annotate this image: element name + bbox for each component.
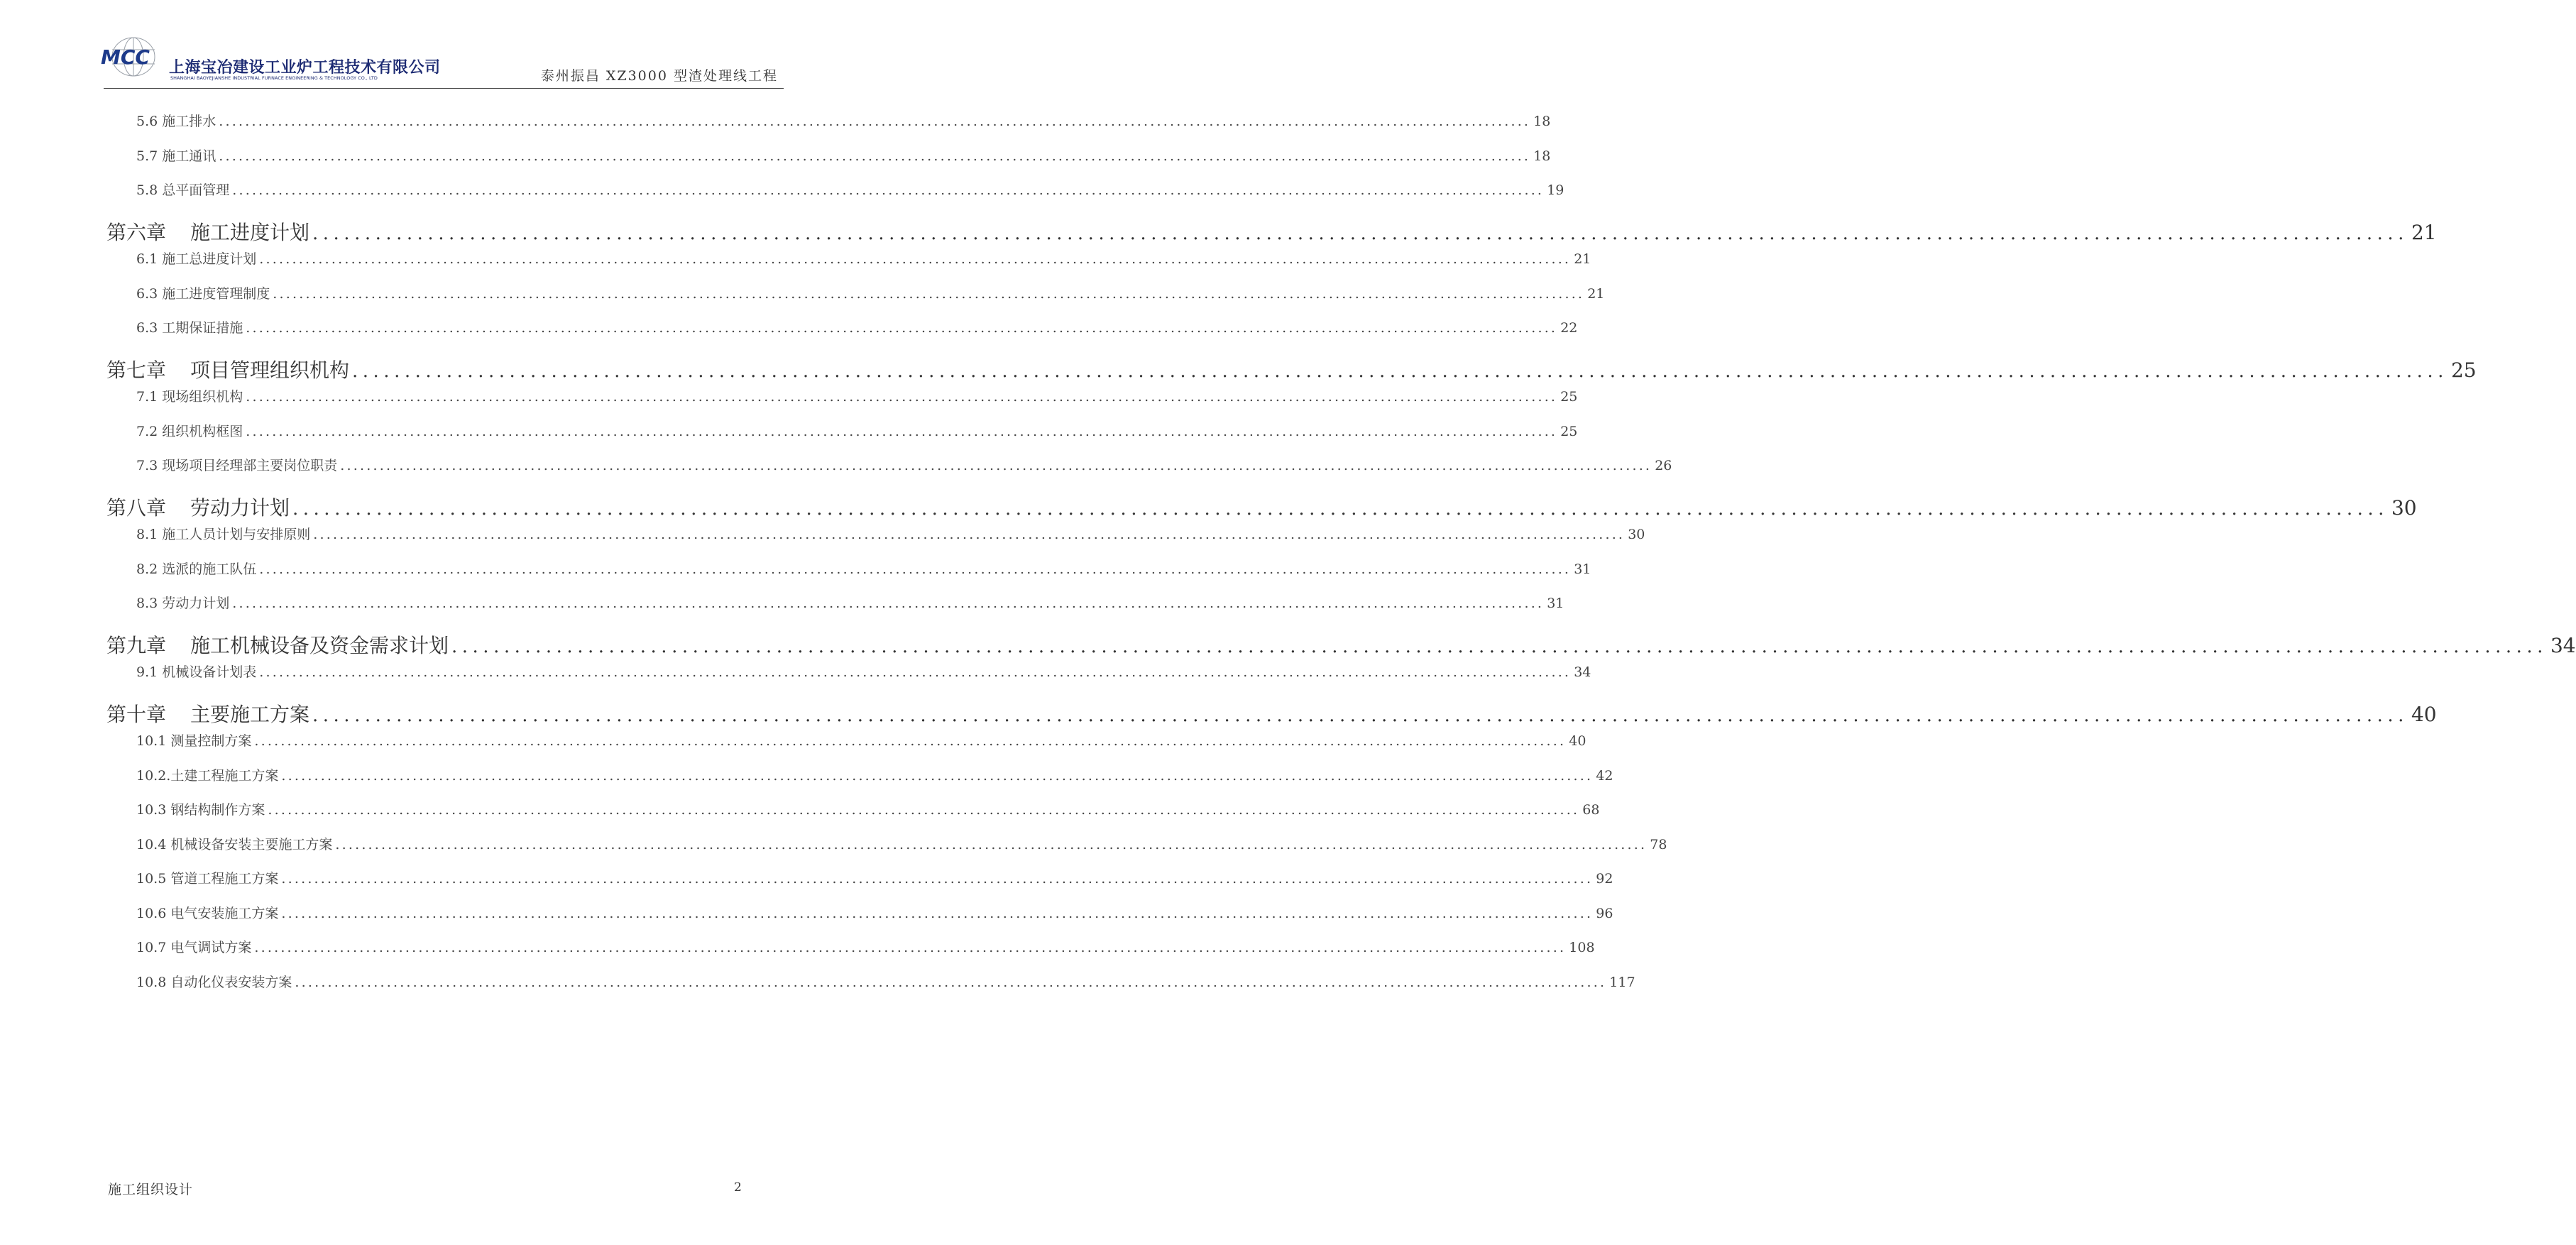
- toc-entry-label: [106, 493, 290, 521]
- page-number: 2: [734, 1180, 742, 1195]
- toc-chapter-title: 施工机械设备及资金需求计划: [190, 633, 449, 657]
- toc-entry-label: 9.1 机械设备计划表: [136, 664, 257, 680]
- toc-page-number: 19: [1547, 182, 1564, 198]
- toc-page-number: 22: [1560, 320, 1578, 336]
- toc-chapter-entry[interactable]: [106, 217, 2437, 246]
- footer-title: 施工组织设计: [108, 1182, 194, 1197]
- toc-section-entry[interactable]: [136, 937, 1595, 956]
- toc-page-number: 40: [2411, 702, 2437, 726]
- toc-page-number: 96: [1596, 905, 1613, 921]
- toc-section-entry[interactable]: [136, 421, 1578, 440]
- toc-page-number: 18: [1533, 114, 1551, 129]
- toc-entry-label: 8.3 劳动力计划: [136, 596, 230, 611]
- toc-leader-dots: ........................................................................................................................................................................................................: [281, 871, 1594, 887]
- toc-leader-dots: ........................................................................................................................................................................................................: [352, 360, 2448, 382]
- toc-chapter-title: 劳动力计划: [190, 495, 290, 520]
- toc-entry-label: 10.2.土建工程施工方案: [136, 767, 279, 784]
- toc-entry-label: 8.1 施工人员计划与安排原则: [136, 527, 311, 542]
- toc-page-number: 21: [2411, 220, 2437, 244]
- toc-chapter-entry[interactable]: [106, 630, 2576, 659]
- toc-page-number: 68: [1582, 802, 1600, 818]
- toc-entry-label: 10.8 自动化仪表安装方案: [136, 974, 292, 990]
- toc-chapter-number: 第十章: [106, 702, 167, 726]
- company-name-cn: 上海宝冶建设工业炉工程技术有限公司: [169, 59, 441, 77]
- toc-section-entry[interactable]: [136, 111, 1551, 130]
- toc-page-number: 18: [1533, 148, 1551, 164]
- toc-leader-dots: ........................................................................................................................................................................................................: [219, 114, 1531, 129]
- toc-entry-label: [106, 630, 449, 659]
- toc-entry-label: 7.2 组织机构框图: [136, 423, 243, 439]
- toc-entry-label: 5.6 施工排水: [136, 114, 217, 129]
- toc-chapter-number: 第六章: [106, 220, 167, 244]
- toc-leader-dots: ........................................................................................................................................................................................................: [313, 527, 1626, 542]
- toc-leader-dots: ........................................................................................................................................................................................................: [232, 596, 1545, 611]
- company-name-en: SHANGHAI BAOYEJIANSHE INDUSTRIAL FURNACE ENGINEERING & TECHNOLOGY CO., LTD: [170, 75, 378, 81]
- toc-entry-label: [106, 217, 309, 246]
- toc-entry-label: [106, 355, 349, 383]
- toc-page-number: 25: [2450, 358, 2477, 382]
- toc-entry-label: 7.3 现场项目经理部主要岗位职责: [136, 458, 338, 473]
- toc-leader-dots: ........................................................................................................................................................................................................: [254, 940, 1567, 955]
- toc-leader-dots: ........................................................................................................................................................................................................: [292, 498, 2389, 520]
- toc-leader-dots: ........................................................................................................................................................................................................: [273, 285, 1585, 302]
- toc-leader-dots: ........................................................................................................................................................................................................: [312, 222, 2408, 244]
- toc-leader-dots: ........................................................................................................................................................................................................: [312, 704, 2408, 726]
- toc-leader-dots: ........................................................................................................................................................................................................: [295, 974, 1607, 990]
- toc-section-entry[interactable]: [136, 834, 1667, 853]
- toc-chapter-title: 主要施工方案: [190, 702, 310, 726]
- toc-chapter-number: 第八章: [106, 495, 167, 520]
- toc-page-number: 34: [2550, 633, 2576, 657]
- toc-page-number: 34: [1574, 664, 1591, 680]
- toc-page-number: 30: [1628, 527, 1645, 542]
- toc-entry-label: 6.3 施工进度管理制度: [136, 285, 270, 302]
- toc-chapter-title: 施工进度计划: [190, 220, 310, 244]
- toc-section-entry[interactable]: [136, 317, 1578, 336]
- toc-entry-label: 8.2 选派的施工队伍: [136, 561, 257, 577]
- toc-section-entry[interactable]: [136, 386, 1578, 405]
- toc-entry-label: 10.5 管道工程施工方案: [136, 871, 279, 887]
- toc-chapter-number: 第七章: [106, 358, 167, 382]
- toc-section-entry[interactable]: [136, 903, 1613, 922]
- toc-leader-dots: ........................................................................................................................................................................................................: [451, 635, 2548, 657]
- toc-entry-label: 10.7 电气调试方案: [136, 940, 252, 955]
- toc-entry-label: 10.1 测量控制方案: [136, 733, 252, 749]
- toc-section-entry[interactable]: [136, 283, 1605, 302]
- toc-page-number: 31: [1547, 596, 1564, 611]
- toc-chapter-entry[interactable]: [106, 493, 2417, 521]
- toc-leader-dots: ........................................................................................................................................................................................................: [259, 251, 1572, 267]
- toc-leader-dots: ........................................................................................................................................................................................................: [259, 664, 1572, 680]
- toc-page-number: 26: [1655, 458, 1672, 473]
- toc-leader-dots: ........................................................................................................................................................................................................: [246, 389, 1558, 405]
- toc-leader-dots: ........................................................................................................................................................................................................: [246, 423, 1558, 439]
- toc-entry-label: 10.3 钢结构制作方案: [136, 802, 265, 818]
- toc-leader-dots: ........................................................................................................................................................................................................: [340, 458, 1653, 473]
- logo-text: MCC: [101, 45, 150, 69]
- toc-leader-dots: ........................................................................................................................................................................................................: [259, 561, 1572, 577]
- toc-leader-dots: ........................................................................................................................................................................................................: [281, 905, 1594, 921]
- toc-chapter-title: 项目管理组织机构: [190, 358, 350, 382]
- toc-entry-label: 10.6 电气安装施工方案: [136, 905, 279, 921]
- project-title: 泰州振昌 XZ3000 型渣处理线工程: [540, 68, 778, 84]
- toc-page-number: 78: [1650, 836, 1667, 852]
- toc-section-entry[interactable]: [136, 593, 1564, 612]
- toc-leader-dots: ........................................................................................................................................................................................................: [232, 182, 1545, 198]
- toc-page-number: 30: [2391, 495, 2417, 520]
- toc-page-number: 108: [1569, 940, 1595, 955]
- toc-section-entry[interactable]: [136, 248, 1591, 268]
- toc-leader-dots: ........................................................................................................................................................................................................: [268, 802, 1580, 818]
- toc-entry-label: 10.4 机械设备安装主要施工方案: [136, 836, 333, 852]
- toc-entry-label: 6.3 工期保证措施: [136, 320, 243, 336]
- toc-entry-label: 5.8 总平面管理: [136, 182, 230, 198]
- toc-section-entry[interactable]: [136, 524, 1645, 543]
- toc-section-entry[interactable]: [136, 799, 1600, 818]
- toc-section-entry[interactable]: [136, 972, 1635, 991]
- toc-chapter-entry[interactable]: [106, 699, 2437, 728]
- toc-section-entry[interactable]: [136, 730, 1586, 750]
- toc-section-entry[interactable]: [136, 559, 1591, 578]
- toc-leader-dots: ........................................................................................................................................................................................................: [281, 767, 1594, 784]
- toc-entry-label: [106, 699, 309, 728]
- toc-chapter-entry[interactable]: [106, 355, 2477, 383]
- toc-chapter-number: 第九章: [106, 633, 167, 657]
- toc-leader-dots: ........................................................................................................................................................................................................: [254, 733, 1567, 749]
- toc-page-number: 117: [1609, 974, 1635, 990]
- toc-page-number: 25: [1560, 423, 1578, 439]
- toc-entry-label: 6.1 施工总进度计划: [136, 251, 257, 267]
- toc-leader-dots: ........................................................................................................................................................................................................: [246, 320, 1558, 336]
- toc-page-number: 21: [1574, 251, 1591, 267]
- toc-entry-label: 7.1 现场组织机构: [136, 389, 243, 405]
- toc-page-number: 42: [1596, 767, 1613, 784]
- toc-section-entry[interactable]: [136, 765, 1613, 784]
- toc-page-number: 31: [1574, 561, 1591, 577]
- toc-section-entry[interactable]: [136, 868, 1613, 887]
- toc-leader-dots: ........................................................................................................................................................................................................: [335, 836, 1648, 852]
- toc-page-number: 21: [1587, 285, 1605, 302]
- toc-entry-label: 5.7 施工通讯: [136, 148, 217, 164]
- toc-page-number: 25: [1560, 389, 1578, 405]
- toc-section-entry[interactable]: [136, 455, 1672, 474]
- toc-section-entry[interactable]: [136, 662, 1591, 681]
- toc-page-number: 40: [1569, 733, 1586, 749]
- toc-leader-dots: ........................................................................................................................................................................................................: [219, 148, 1531, 164]
- toc-section-entry[interactable]: [136, 146, 1551, 165]
- toc-section-entry[interactable]: [136, 180, 1564, 199]
- toc-page-number: 92: [1596, 871, 1613, 887]
